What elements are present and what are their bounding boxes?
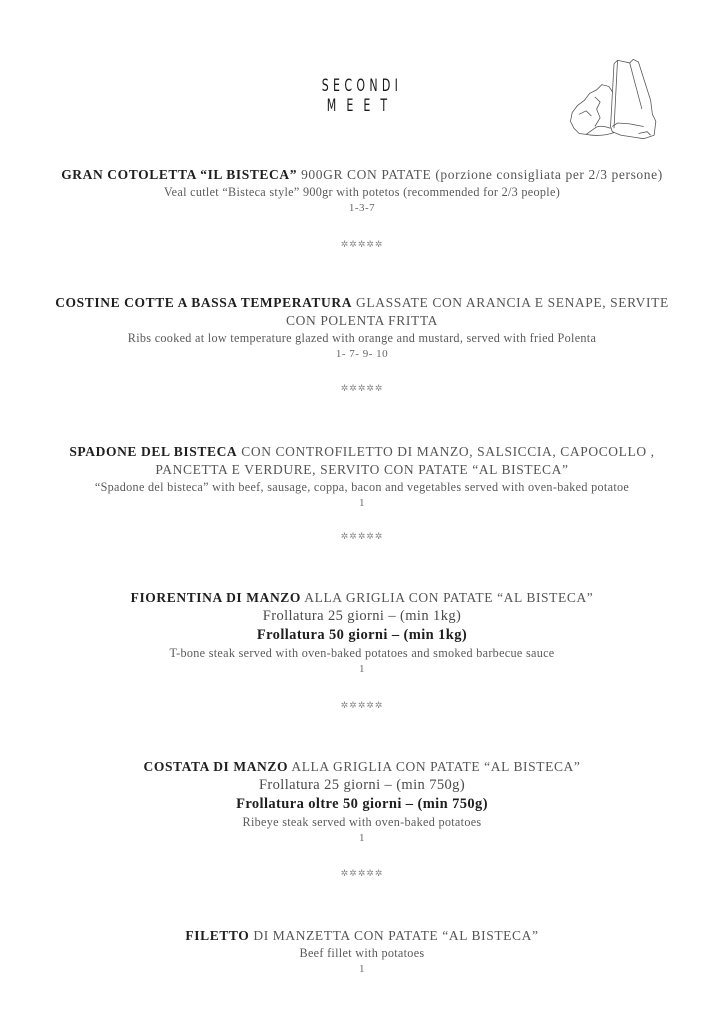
item-allergens: 1-3-7	[348, 202, 376, 214]
item-name-line2: CON POLENTA FRITTA	[286, 313, 438, 328]
separator-stars: ✲✲✲✲✲	[340, 532, 384, 542]
menu-item-costata	[0, 758, 724, 846]
mountain-rock-icon	[560, 48, 682, 144]
item-name: FILETTO DI MANZETTA CON PATATE “AL BISTECA”	[185, 928, 539, 943]
item-allergens: 1	[359, 497, 365, 509]
item-english: Veal cutlet “Bisteca style” 900gr with potetos (recommended for 2/3 people)	[163, 185, 561, 199]
menu-item-costine	[0, 294, 724, 362]
item-english: T-bone steak served with oven-baked potatoes and smoked barbecue sauce	[169, 646, 555, 660]
item-name-line2: PANCETTA E VERDURE, SERVITO CON PATATE “AL BISTECA”	[155, 462, 569, 477]
item-name: COSTINE COTTE A BASSA TEMPERATURA GLASSATE CON ARANCIA E SENAPE, SERVITE	[55, 295, 669, 310]
item-allergens: 1	[359, 832, 365, 844]
item-name: SPADONE DEL BISTECA CON CONTROFILETTO DI MANZO, SALSICCIA, CAPOCOLLO ,	[69, 444, 655, 459]
menu-item-spadone	[0, 443, 724, 511]
item-english: Ribeye steak served with oven-baked potatoes	[242, 815, 482, 829]
menu-item-gran-cotoletta	[0, 166, 724, 216]
item-allergens: 1- 7- 9- 10	[335, 348, 389, 360]
separator-stars: ✲✲✲✲✲	[340, 869, 384, 879]
item-name: GRAN COTOLETTA “IL BISTECA” 900GR CON PATATE (porzione consigliata per 2/3 persone)	[61, 167, 663, 182]
item-english: Ribs cooked at low temperature glazed with orange and mustard, served with fried Polenta	[127, 331, 597, 345]
menu-item-filetto	[0, 927, 724, 977]
aging-option-50: Frollatura oltre 50 giorni – (min 750g)	[236, 796, 488, 812]
item-english: Beef fillet with potatoes	[299, 946, 425, 960]
separator-stars: ✲✲✲✲✲	[340, 701, 384, 711]
aging-option-50: Frollatura 50 giorni – (min 1kg)	[256, 627, 468, 643]
separator-stars: ✲✲✲✲✲	[340, 384, 384, 394]
item-allergens: 1	[359, 663, 365, 675]
section-subtitle: MEET	[326, 96, 398, 116]
aging-option-25: Frollatura 25 giorni – (min 1kg)	[262, 608, 462, 624]
item-name: FIORENTINA DI MANZO ALLA GRIGLIA CON PATATE “AL BISTECA”	[130, 590, 594, 605]
item-allergens: 1	[359, 963, 365, 975]
item-name: COSTATA DI MANZO ALLA GRIGLIA CON PATATE “AL BISTECA”	[143, 759, 581, 774]
item-english: “Spadone del bisteca” with beef, sausage, coppa, bacon and vegetables served with oven-baked potatoe	[94, 480, 630, 494]
separator-stars: ✲✲✲✲✲	[340, 240, 384, 250]
section-title: SECONDI	[321, 76, 403, 96]
aging-option-25: Frollatura 25 giorni – (min 750g)	[258, 777, 466, 793]
menu-item-fiorentina	[0, 589, 724, 677]
